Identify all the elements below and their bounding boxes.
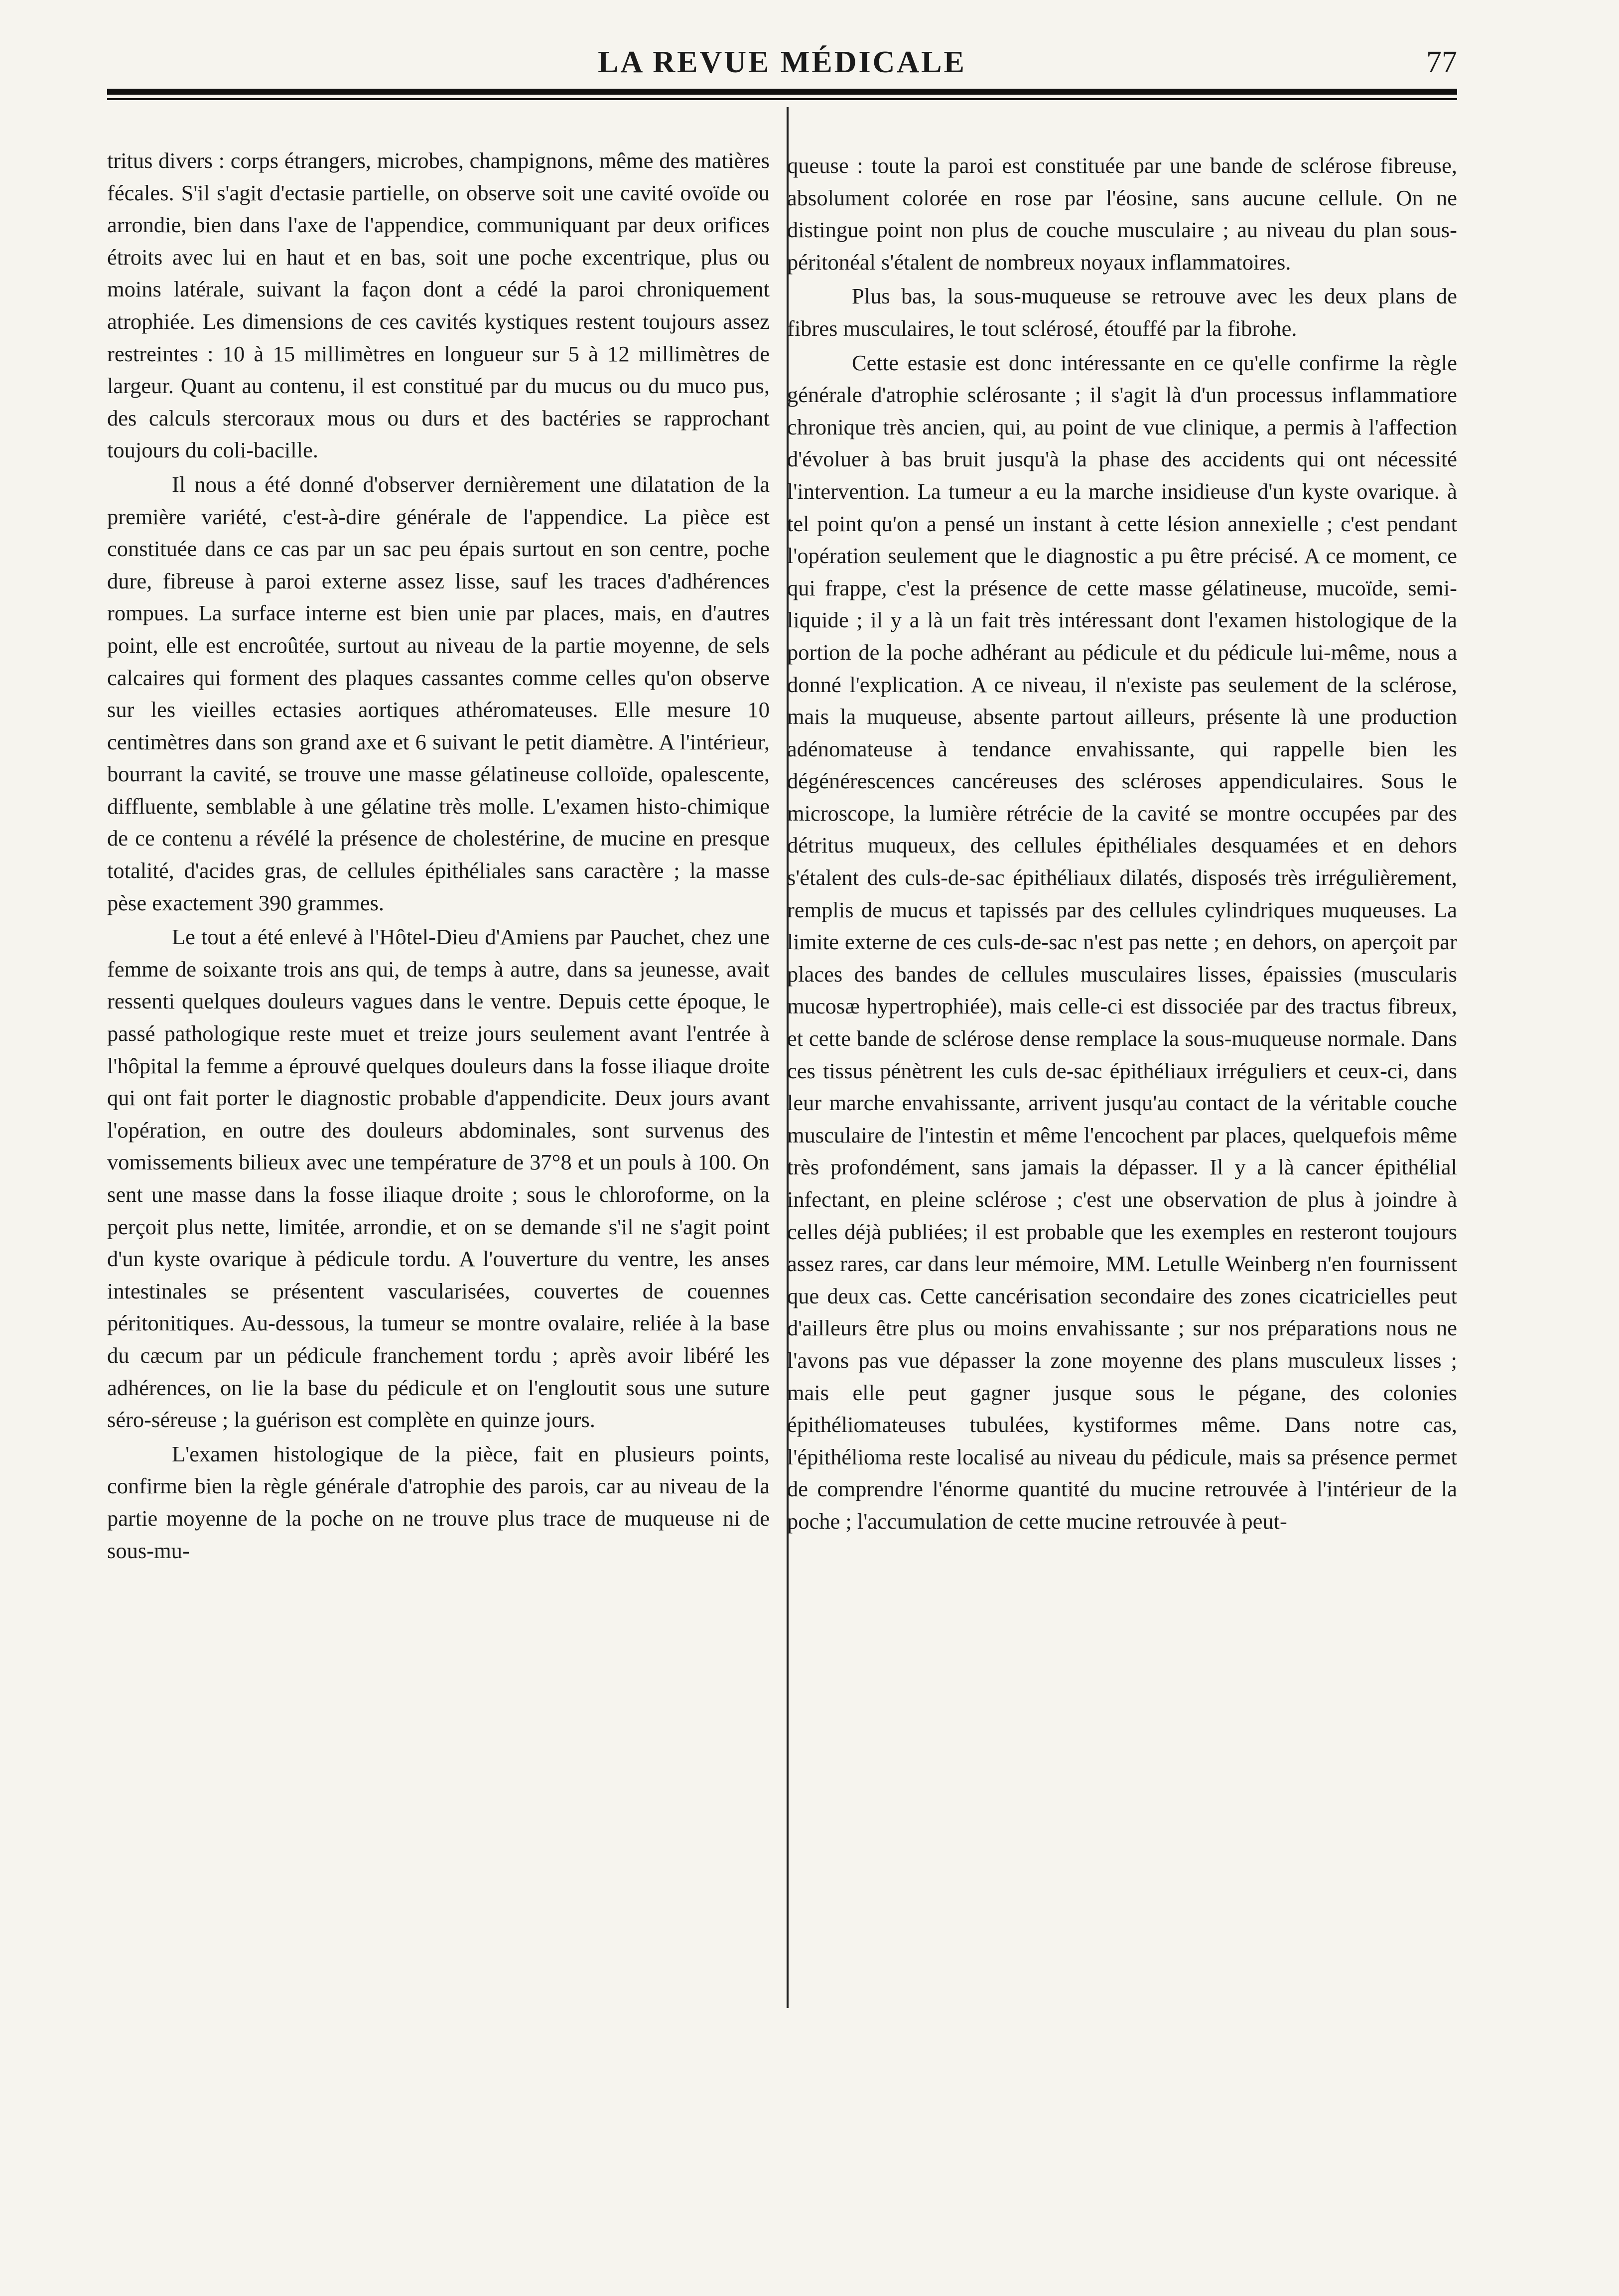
running-header	[107, 41, 1457, 81]
paragraph: Cette estasie est donc intéressante en ce qu'elle confirme la règle générale d'atrophie sclérosante ; il s'agit là d'un processus inflammatiore chronique très ancien, qui, au point de vue clinique, a permis à l'affection d'évoluer à bas bruit jusqu'à la phase des accidents qui ont nécessité l'intervention. La tumeur a eu la marche insidieuse d'un kyste ovarique. à tel point qu'on a pensé un instant à cette lésion annexielle ; c'est pendant l'opération seulement que le diagnostic a pu être précisé. A ce moment, ce qui frappe, c'est la présence de cette masse gélatineuse, mucoïde, semi-liquide ; il y a là un fait très intéressant dont l'examen histologique de la portion de la poche adhérant au pédicule et du pédicule lui-même, nous a donné l'explication. A ce niveau, il n'existe pas seulement de la sclérose, mais la muqueuse, absente partout ailleurs, présente là une production adénomateuse à tendance envahissante, qui rappelle bien les dégénérescences cancéreuses des scléroses appendiculaires. Sous le microscope, la lumière rétrécie de la cavité se montre occupées par des détritus muqueux, des cellules épithéliales desquamées et en dehors s'étalent des culs-de-sac épithéliaux dilatés, disposés très irrégulièrement, remplis de mucus et tapissés par des cellules cylindriques muqueuses. La limite externe de ces culs-de-sac n'est pas nette ; en dehors, on aperçoit par places des bandes de cellules musculaires lisses, épaissies (muscularis mucosæ hypertrophiée), mais celle-ci est dissociée par des tractus fibreux, et cette bande de sclérose dense remplace la sous-muqueuse normale. Dans ces tissus pénètrent les culs de-sac épithéliaux irréguliers et ceux-ci, dans leur marche envahissante, arrivent jusqu'au contact de la véritable couche musculaire de l'intestin et même l'encochent par places, quelquefois même très profondément, sans jamais la dépasser. Il y a là cancer épithélial infectant, en pleine sclérose ; c'est une observation de plus à joindre à celles déjà publiées; il est probable que les exemples en resteront toujours assez rares, car dans leur mémoire, MM. Letulle Weinberg n'en fournissent que deux cas. Cette cancérisation secondaire des zones cicatricielles peut d'ailleurs être plus ou moins envahissante ; sur nos préparations nous ne l'avons pas vue dépasser la zone moyenne des plans musculeux lisses ; mais elle peut gagner jusque sous le pégane, des colonies épithéliomateuses tubulées, kystiformes même. Dans notre cas, l'épithélioma reste localisé au niveau du pédicule, mais sa présence permet de comprendre l'énorme quantité du mucine retrouvée à l'intérieur de la poche ; l'accumulation de cette mucine retrouvée à peut-	[787, 350, 1457, 1534]
paragraph: L'examen histologique de la pièce, fait en plusieurs points, confirme bien la règle générale d'atrophie des parois, car au niveau de la partie moyenne de la poche on ne trouve plus trace de muqueuse ni de sous-mu-	[107, 1441, 770, 1563]
page-number: 77	[1426, 45, 1457, 79]
paragraph: queuse : toute la paroi est constituée par une bande de sclérose fibreuse, absolument colorée en rose par l'éosine, sans aucune cellule. On ne distingue point non plus de couche musculaire ; au niveau du plan sous-péritonéal s'étalent de nombreux noyaux inflammatoires.	[787, 153, 1457, 275]
left-column	[107, 144, 770, 1567]
journal-title: LA REVUE MÉDICALE	[598, 45, 966, 79]
paragraph: Il nous a été donné d'observer dernièrement une dilatation de la première variété, c'est-à-dire générale de l'appendice. La pièce est constituée dans ce cas par un sac peu épais surtout en son centre, poche dure, fibreuse à paroi externe assez lisse, sauf les traces d'adhérences rompues. La surface interne est bien unie par places, mais, en d'autres point, elle est encroûtée, surtout au niveau de la partie moyenne, de sels calcaires qui forment des plaques cassantes comme celles qu'on observe sur les vieilles ectasies aortiques athéromateuses. Elle mesure 10 centimètres dans son grand axe et 6 suivant le petit diamètre. A l'intérieur, bourrant la cavité, se trouve une masse gélatineuse colloïde, opalescente, diffluente, semblable à une gélatine très molle. L'examen histo-chimique de ce contenu a révélé la présence de cholestérine, de mucine en presque totalité, d'acides gras, de cellules épithéliales sans caractère ; la masse pèse exactement 390 grammes.	[107, 471, 770, 915]
header-rule-thin	[107, 98, 1457, 100]
header-rule-thick	[107, 89, 1457, 95]
paragraph: tritus divers : corps étrangers, microbes, champignons, même des matières fécales. S'il s'agit d'ectasie partielle, on observe soit une cavité ovoïde ou arrondie, bien dans l'axe de l'appendice, communiquant par deux orifices étroits avec lui en haut et en bas, soit une poche excentrique, plus ou moins latérale, suivant la façon dont a cédé la paroi chroniquement atrophiée. Les dimensions de ces cavités kystiques restent toujours assez restreintes : 10 à 15 millimètres en longueur sur 5 à 12 millimètres de largeur. Quant au contenu, il est constitué par du mucus ou du muco pus, des calculs stercoraux mous ou durs et des bactéries se rapprochant toujours du coli-bacille.	[107, 148, 770, 463]
right-column	[787, 149, 1457, 1538]
paragraph: Plus bas, la sous-muqueuse se retrouve avec les deux plans de fibres musculaires, le tout sclérosé, étouffé par la fibrohe.	[787, 284, 1457, 341]
paragraph: Le tout a été enlevé à l'Hôtel-Dieu d'Amiens par Pauchet, chez une femme de soixante trois ans qui, de temps à autre, dans sa jeunesse, avait ressenti quelques douleurs vagues dans le ventre. Depuis cette époque, le passé pathologique reste muet et treize jours seulement avant l'entrée à l'hôpital la femme a éprouvé quelques douleurs dans la fosse iliaque droite qui ont fait porter le diagnostic probable d'appendicite. Deux jours avant l'opération, en outre des douleurs abdominales, sont survenus des vomissements bilieux avec une température de 37°8 et un pouls à 100. On sent une masse dans la fosse iliaque droite ; sous le chloroforme, on la perçoit plus nette, limitée, arrondie, et on se demande s'il ne s'agit point d'un kyste ovarique à pédicule tordu. A l'ouverture du ventre, les anses intestinales se présentent vascularisées, couvertes de couennes péritonitiques. Au-dessous, la tumeur se montre ovalaire, reliée à la base du cæcum par un pédicule franchement tordu ; après avoir libéré les adhérences, on lie la base du pédicule et on l'engloutit sous une suture séro-séreuse ; la guérison est complète en quinze jours.	[107, 924, 770, 1433]
